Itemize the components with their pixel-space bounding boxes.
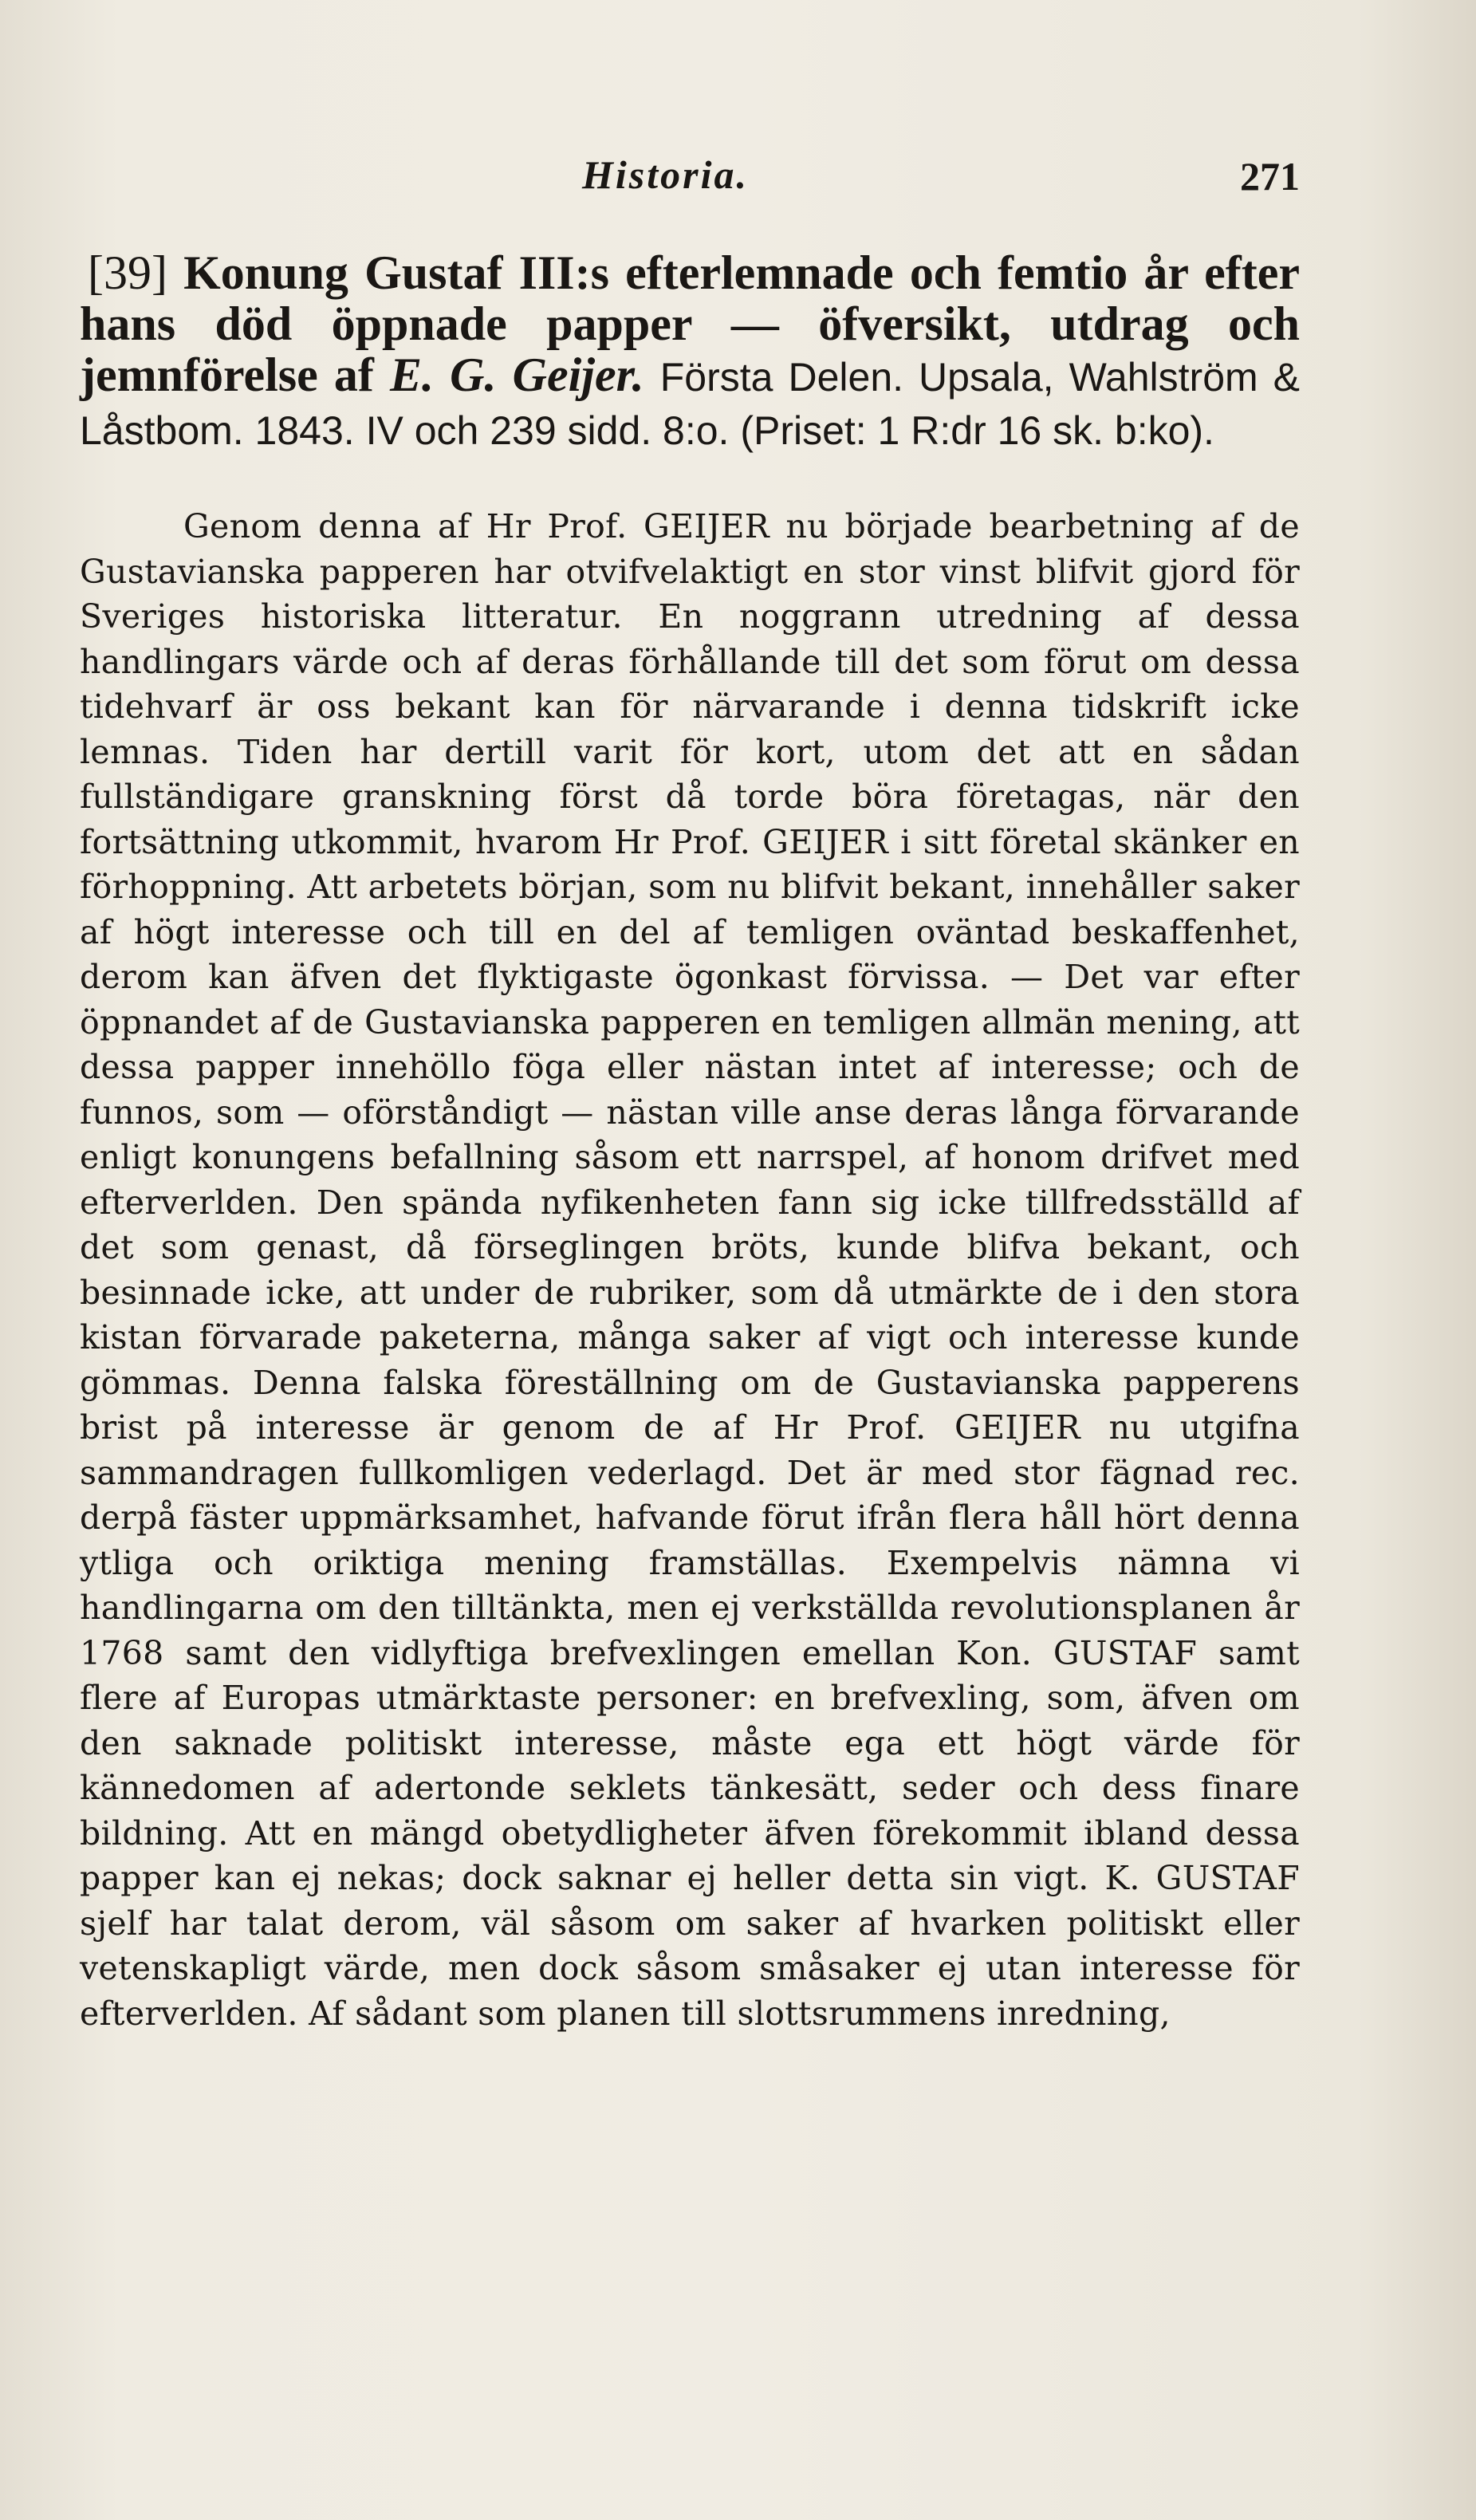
entry-title: Konung Gustaf III:s efterlemnade och femtio år efter hans död öppnade papper — öfversikt, utdrag och jemnförelse af — [80, 246, 1300, 401]
running-title: Historia. — [582, 152, 749, 197]
text-column — [80, 152, 1300, 2069]
entry-imprint: Första Delen. Upsala, Wahlström & Låstbom. 1843. IV och 239 sidd. 8:o. (Priset: 1 R:dr 16 sk. b:ko). — [80, 355, 1301, 453]
page-number: 271 — [1240, 154, 1300, 199]
entry-number: [39] — [88, 246, 167, 299]
bibliographic-entry — [80, 247, 1300, 456]
review-text: Genom denna af Hr Prof. GEIJER nu började bearbetning af de Gustavianska papperen har otvifvelaktigt en stor vinst blifvit gjord för Sveriges historiska litteratur. En noggrann utredning af dessa handlingars värde och af deras förhållande till det som förut om dessa tidehvarf är oss bekant kan för närvarande i denna tidskrift icke lemnas. Tiden har dertill varit för kort, utom det att en sådan fullständigare granskning först då torde böra företagas, när den fortsättning utkommit, hvarom Hr Prof. GEIJER i sitt företal skänker en förhoppning. Att arbetets början, som nu blifvit bekant, innehåller saker af högt interesse och till en del af temligen oväntad beskaffenhet, derom kan äfven det flyktigaste ögonkast förvissa. — Det var efter öppnandet af de Gustavianska papperen en temligen allmän mening, att dessa papper innehöllo föga eller nästan intet af interesse; och de funnos, som — oförståndigt — nästan ville anse deras långa förvarande enligt konungens befallning såsom ett narrspel, af honom drifvet med efterverlden. Den spända nyfikenheten fann sig icke tillfredsställd af det som genast, då förseglingen bröts, kunde blifva bekant, och besinnade icke, att under de rubriker, som då utmärkte de i den stora kistan förvarade paketerna, många saker af vigt och interesse kunde gömmas. Denna falska föreställning om de Gustavianska papperens brist på interesse är genom de af Hr Prof. GEIJER nu utgifna sammandragen fullkomligen vederlagd. Det är med stor fägnad rec. derpå fäster uppmärksamhet, hafvande förut ifrån flera håll hört denna ytliga och oriktiga mening framställas. Exempelvis nämna vi handlingarna om den tilltänkta, men ej verkställda revolutionsplanen år 1768 samt den vidlyftiga brefvexlingen emellan Kon. GUSTAF samt flere af Europas utmärktaste personer: en brefvexling, som, äfven om den saknade politiskt interesse, måste ega ett högt värde för kännedomen af adertonde seklets tänkesätt, seder och dess finare bildning. Att en mängd obetydligheter äfven förekommit ibland dessa papper kan ej nekas; dock saknar ej heller detta sin vigt. K. GUSTAF sjelf har talat derom, väl såsom om saker af hvarken politiskt eller vetenskapligt värde, men dock såsom småsaker ej utan interesse för efterverlden. Af sådant som planen till slottsrummens inredning, — [80, 507, 1300, 2033]
running-head — [80, 152, 1300, 215]
entry-author: E. G. Geijer. — [390, 348, 644, 401]
